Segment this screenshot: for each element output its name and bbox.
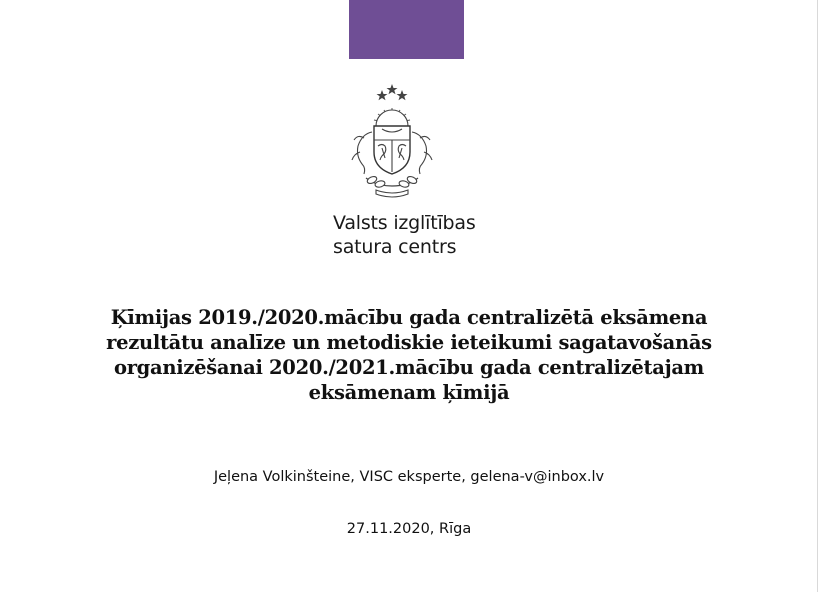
accent-bar	[349, 0, 464, 59]
latvia-coat-of-arms-icon	[346, 82, 438, 200]
title-line-2: rezultātu analīze un metodiskie ieteikumi sagatavošanās	[106, 331, 712, 354]
date-line: 27.11.2020, Rīga	[346, 521, 472, 537]
title-line-3: organizēšanai 2020./2021.mācību gada centralizētajam	[114, 356, 704, 379]
title-line-1: Ķīmijas 2019./2020.mācību gada centralizētā eksāmena	[110, 306, 708, 329]
organization-name-line-1: Valsts izglītības	[333, 212, 476, 234]
organization-name	[333, 211, 476, 259]
presentation-title	[60, 305, 758, 405]
title-line-4: eksāmenam ķīmijā	[308, 381, 510, 404]
organization-name-line-2: satura centrs	[333, 236, 457, 258]
author-line: Jeļena Volkinšteine, VISC eksperte, gelena-v@inbox.lv	[213, 469, 605, 485]
